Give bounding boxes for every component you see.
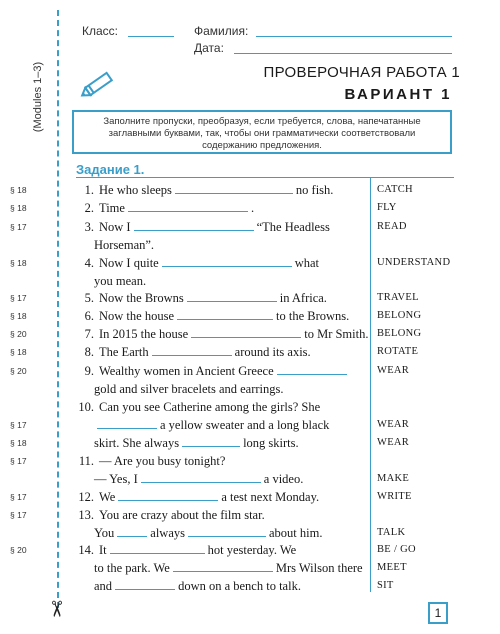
verb-hint: BE / GO bbox=[377, 544, 416, 555]
answer-blank[interactable] bbox=[177, 309, 273, 320]
instructions-box bbox=[72, 110, 452, 154]
exercise-line bbox=[78, 362, 366, 380]
exercise-line bbox=[94, 434, 366, 452]
verb-hint: UNDERSTAND bbox=[377, 257, 451, 268]
instructions-text: Заполните пропуски, преобразуя, если требуется, слова, напечатанные заглавными буквами, так, чтобы они грамматически соответствовали содержанию предложения. bbox=[103, 116, 421, 151]
exercise-line bbox=[94, 416, 366, 434]
sentence-text: — Are you busy tonight? bbox=[99, 454, 226, 468]
answer-blank[interactable] bbox=[117, 526, 147, 537]
item-number: 11. bbox=[78, 454, 94, 468]
paragraph-ref: § 17 bbox=[10, 492, 27, 502]
verb-hint: WEAR bbox=[377, 365, 410, 376]
verb-hint: READ bbox=[377, 221, 407, 232]
paragraph-ref: § 17 bbox=[10, 222, 27, 232]
verb-hint: TRAVEL bbox=[377, 292, 419, 303]
surname-label: Фамилия: bbox=[194, 24, 249, 38]
surname-field[interactable] bbox=[256, 36, 452, 37]
exercise-line bbox=[78, 254, 366, 272]
item-number: 13. bbox=[78, 508, 94, 522]
sentence-text: to the Browns. bbox=[276, 309, 350, 323]
exercise-line bbox=[78, 488, 366, 506]
sentence-text: Now I bbox=[99, 220, 131, 234]
answer-blank[interactable] bbox=[152, 345, 232, 356]
verb-column-divider bbox=[370, 178, 371, 592]
verb-hint: SIT bbox=[377, 580, 394, 591]
sentence-text: what bbox=[294, 256, 320, 270]
paragraph-ref: § 20 bbox=[10, 366, 27, 376]
sentence-text: Now the Browns bbox=[99, 291, 184, 305]
paragraph-ref: § 18 bbox=[10, 203, 27, 213]
sentence-text: In 2015 the house bbox=[99, 327, 189, 341]
class-label: Класс: bbox=[82, 24, 118, 38]
item-number: 7. bbox=[84, 327, 94, 341]
sentence-text: and bbox=[94, 579, 113, 593]
sentence-text: Horseman”. bbox=[94, 238, 155, 252]
sentence-text: no fish. bbox=[295, 183, 334, 197]
sentence-text: Mrs Wilson there bbox=[275, 561, 363, 575]
answer-blank[interactable] bbox=[134, 220, 254, 231]
paragraph-ref: § 18 bbox=[10, 311, 27, 321]
answer-blank[interactable] bbox=[173, 561, 273, 572]
item-number: 2. bbox=[84, 201, 94, 215]
verb-hint: BELONG bbox=[377, 328, 422, 339]
sentence-text: We bbox=[99, 490, 116, 504]
verb-hint: FLY bbox=[377, 202, 397, 213]
class-field[interactable] bbox=[128, 36, 174, 37]
sentence-text: It bbox=[99, 543, 107, 557]
page-number: 1 bbox=[428, 602, 448, 624]
answer-blank[interactable] bbox=[118, 490, 218, 501]
verb-hint: MAKE bbox=[377, 473, 410, 484]
sentence-text: a yellow sweater and a long black bbox=[160, 418, 330, 432]
exercise-line bbox=[78, 218, 366, 236]
exercise-line bbox=[94, 470, 366, 488]
exercise-line bbox=[94, 272, 366, 290]
sentence-text: in Africa. bbox=[279, 291, 327, 305]
date-label: Дата: bbox=[194, 41, 224, 55]
sentence-text: you mean. bbox=[94, 274, 147, 288]
exercise-line bbox=[78, 289, 366, 307]
verb-hint: WEAR bbox=[377, 419, 410, 430]
sentence-text: You bbox=[94, 526, 115, 540]
sentence-text: The Earth bbox=[99, 345, 149, 359]
exercise-line bbox=[94, 559, 366, 577]
exercise-line bbox=[78, 541, 366, 559]
answer-blank[interactable] bbox=[277, 364, 347, 375]
sentence-text: Now I quite bbox=[99, 256, 159, 270]
task-title: Задание 1. bbox=[76, 162, 145, 177]
verb-hint: WEAR bbox=[377, 437, 410, 448]
exercise-line bbox=[78, 452, 366, 470]
exercise-line bbox=[78, 325, 369, 343]
item-number: 3. bbox=[84, 220, 94, 234]
paragraph-ref: § 17 bbox=[10, 420, 27, 430]
task-divider bbox=[76, 177, 454, 178]
answer-blank[interactable] bbox=[188, 526, 266, 537]
paragraph-ref: § 17 bbox=[10, 456, 27, 466]
verb-hint: TALK bbox=[377, 527, 406, 538]
item-number: 4. bbox=[84, 256, 94, 270]
item-number: 14. bbox=[78, 543, 94, 557]
variant-title: ВАРИАНТ 1 bbox=[344, 86, 452, 103]
pencil-icon bbox=[78, 68, 118, 102]
sentence-text: long skirts. bbox=[243, 436, 299, 450]
sentence-text: You are crazy about the film star. bbox=[99, 508, 265, 522]
paragraph-ref: § 17 bbox=[10, 293, 27, 303]
answer-blank[interactable] bbox=[128, 201, 248, 212]
exercise-line bbox=[94, 236, 366, 254]
item-number: 1. bbox=[84, 183, 94, 197]
exercise-line bbox=[78, 343, 366, 361]
verb-hint: CATCH bbox=[377, 184, 413, 195]
answer-blank[interactable] bbox=[97, 418, 157, 429]
sentence-text: to the park. We bbox=[94, 561, 170, 575]
modules-label: (Modules 1–3) bbox=[32, 61, 45, 133]
sentence-text: always bbox=[150, 526, 185, 540]
sentence-text: Now the house bbox=[99, 309, 174, 323]
verb-hint: BELONG bbox=[377, 310, 422, 321]
paragraph-ref: § 20 bbox=[10, 545, 27, 555]
paragraph-ref: § 18 bbox=[10, 185, 27, 195]
sentence-text: He who sleeps bbox=[99, 183, 172, 197]
paragraph-ref: § 18 bbox=[10, 347, 27, 357]
scissors-icon: ✂ bbox=[43, 599, 69, 619]
sentence-text: “The Headless bbox=[256, 220, 330, 234]
paragraph-ref: § 18 bbox=[10, 438, 27, 448]
sentence-text: Time bbox=[99, 201, 125, 215]
exercise-line bbox=[94, 577, 366, 595]
date-field[interactable] bbox=[234, 53, 452, 54]
verb-hint: MEET bbox=[377, 562, 407, 573]
item-number: 10. bbox=[78, 400, 94, 414]
sentence-text: Wealthy women in Ancient Greece bbox=[99, 364, 274, 378]
answer-blank[interactable] bbox=[115, 579, 175, 590]
item-number: 8. bbox=[84, 345, 94, 359]
exercise-line bbox=[78, 506, 366, 524]
item-number: 9. bbox=[84, 364, 94, 378]
item-number: 5. bbox=[84, 291, 94, 305]
answer-blank[interactable] bbox=[182, 436, 240, 447]
paragraph-ref: § 20 bbox=[10, 329, 27, 339]
exercise-line bbox=[94, 524, 366, 542]
exercise-line bbox=[78, 398, 366, 416]
sentence-text: skirt. She always bbox=[94, 436, 180, 450]
item-number: 12. bbox=[78, 490, 94, 504]
exercise-line bbox=[94, 380, 366, 398]
exercise-line bbox=[78, 181, 366, 199]
sentence-text: gold and silver bracelets and earrings. bbox=[94, 382, 284, 396]
sentence-text: — Yes, I bbox=[94, 472, 138, 486]
exercise-line bbox=[78, 307, 366, 325]
sentence-text: around its axis. bbox=[234, 345, 311, 359]
answer-blank[interactable] bbox=[110, 543, 205, 554]
sentence-text: down on a bench to talk. bbox=[178, 579, 301, 593]
answer-blank[interactable] bbox=[141, 472, 261, 483]
cut-line bbox=[57, 10, 59, 608]
paragraph-ref: § 18 bbox=[10, 258, 27, 268]
verb-hint: WRITE bbox=[377, 491, 412, 502]
sentence-text: Can you see Catherine among the girls? She bbox=[99, 400, 321, 414]
sentence-text: . bbox=[250, 201, 255, 215]
answer-blank[interactable] bbox=[191, 327, 301, 338]
sentence-text: to Mr Smith. bbox=[304, 327, 369, 341]
verb-hint: ROTATE bbox=[377, 346, 419, 357]
sentence-text: a video. bbox=[263, 472, 304, 486]
paragraph-ref: § 17 bbox=[10, 510, 27, 520]
page-title: ПРОВЕРОЧНАЯ РАБОТА 1 bbox=[263, 64, 460, 81]
answer-blank[interactable] bbox=[162, 256, 292, 267]
sentence-text: a test next Monday. bbox=[221, 490, 320, 504]
answer-blank[interactable] bbox=[187, 291, 277, 302]
exercise-line bbox=[78, 199, 366, 217]
sentence-text: about him. bbox=[269, 526, 323, 540]
item-number: 6. bbox=[84, 309, 94, 323]
sentence-text: hot yesterday. We bbox=[207, 543, 297, 557]
answer-blank[interactable] bbox=[175, 183, 293, 194]
